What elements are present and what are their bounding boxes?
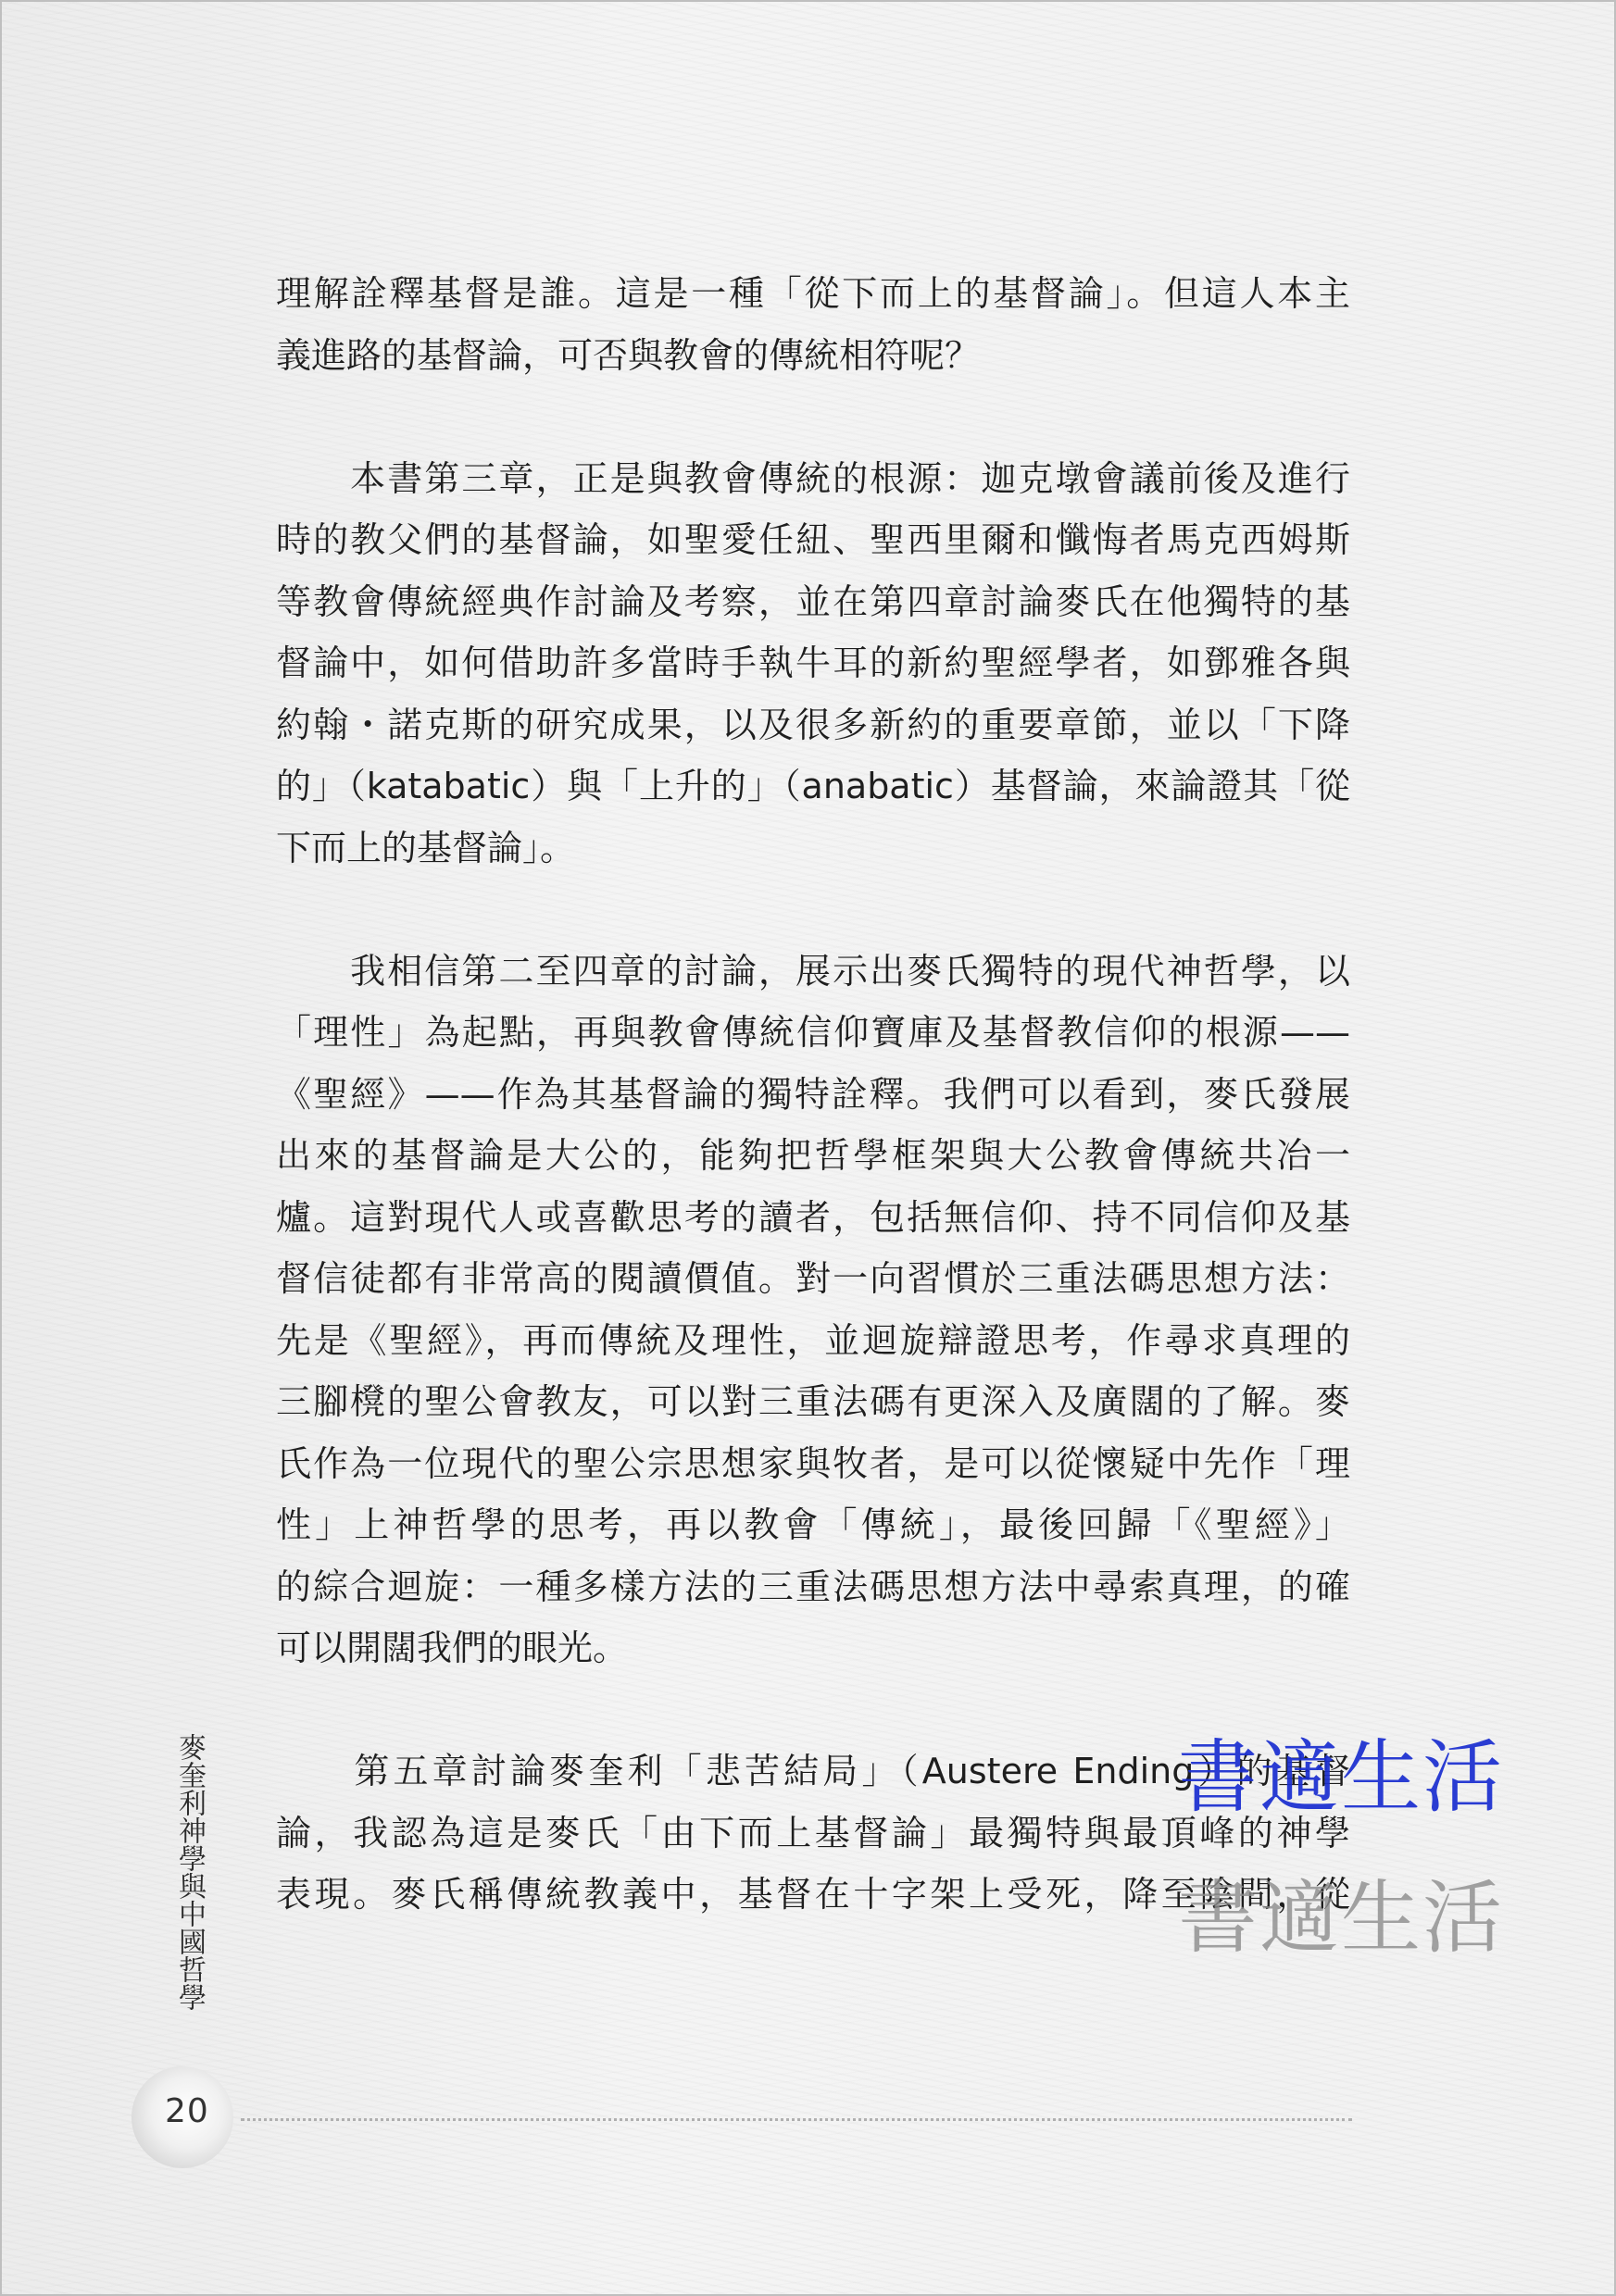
text-line: 督信徒都有非常高的閱讀價值。對一向習慣於三重法碼思想方法： [276,1258,1350,1299]
text-line: 三腳櫈的聖公會教友，可以對三重法碼有更深入及廣闊的了解。麥 [276,1381,1350,1422]
text-line: 第五章討論麥奎利「悲苦結局」（Austere Ending）的基督 [276,1751,1350,1791]
text-line: 下而上的基督論」。 [276,827,576,868]
text-line: 「理性」為起點，再與教會傳統信仰寶庫及基督教信仰的根源—— [276,1012,1350,1053]
text-line: 理解詮釋基督是誰。這是一種「從下而上的基督論」。但這人本主 [276,273,1350,314]
text-line: 義進路的基督論，可否與教會的傳統相符呢？ [276,334,981,376]
text-line: 約翰・諾克斯的研究成果，以及很多新約的重要章節，並以「下降 [276,704,1350,745]
watermark-blue: 書適生活 [1178,1731,1504,1824]
text-line: 性」上神哲學的思考，再以教會「傳統」，最後回歸「《聖經》」 [276,1504,1350,1545]
paragraph-3 [276,941,1350,1679]
text-line: 督論中，如何借助許多當時手執牛耳的新約聖經學者，如鄧雅各與 [276,643,1350,683]
text-line: 的綜合迴旋：一種多樣方法的三重法碼思想方法中尋索真理，的確 [276,1566,1350,1607]
text-line: 氏作為一位現代的聖公宗思想家與牧者，是可以從懷疑中先作「理 [276,1442,1350,1484]
text-line: 出來的基督論是大公的，能夠把哲學框架與大公教會傳統共冶一 [276,1135,1350,1176]
running-book-title: 麥奎利神學與中國哲學 [173,1733,206,2011]
watermark-gray: 書適生活 [1178,1872,1504,1965]
text-line: 等教會傳統經典作討論及考察，並在第四章討論麥氏在他獨特的基 [276,580,1350,622]
text-line: 時的教父們的基督論，如聖愛任紐、聖西里爾和懺悔者馬克西姆斯 [276,519,1350,560]
text-line: 我相信第二至四章的討論，展示出麥氏獨特的現代神哲學，以 [276,950,1350,992]
paragraph-gap [276,386,1350,448]
paragraph-1 [276,263,1350,386]
text-line: 論，我認為這是麥氏「由下而上基督論」最獨特與最頂峰的神學 [276,1812,1350,1853]
text-line: 本書第三章，正是與教會傳統的根源：迦克墩會議前後及進行 [276,457,1350,499]
text-line: 先是《聖經》，再而傳統及理性，並迴旋辯證思考，作尋求真理的 [276,1319,1350,1361]
text-line: 《聖經》——作為其基督論的獨特詮釋。我們可以看到，麥氏發展 [276,1073,1350,1115]
footer-dotted-rule [241,2118,1352,2121]
text-line: 的」（katabatic）與「上升的」（anabatic）基督論，來論證其「從 [276,766,1350,806]
text-line: 表現。麥氏稱傳統教義中，基督在十字架上受死，降至陰間，從 [276,1874,1350,1915]
text-line: 可以開闊我們的眼光。 [276,1628,629,1668]
page-number: 20 [165,2092,209,2130]
body-text [276,263,1350,1926]
paragraph-2 [276,448,1350,880]
text-line: 爐。這對現代人或喜歡思考的讀者，包括無信仰、持不同信仰及基 [276,1196,1350,1238]
paragraph-gap [276,879,1350,941]
